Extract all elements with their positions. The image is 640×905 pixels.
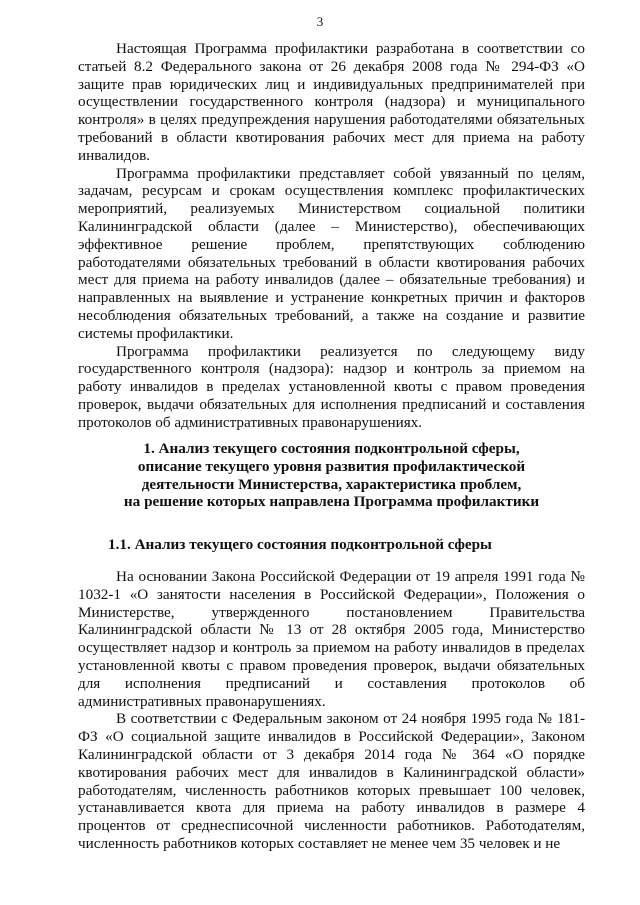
section-heading-line-1: 1. Анализ текущего состояния подконтрольной сферы, [143, 440, 520, 457]
subsection-paragraph-2: В соответствии с Федеральным законом от 24 ноября 1995 года № 181-ФЗ «О социальной защите инвалидов в Российской Федерации», Законом Калининградской области от 3 декабря 2014 года № 364 «О порядке квотирования рабочих мест для инвалидов в Калининградской области» работодателям, численность работников которых превышает 100 человек, устанавливается квота для приема на работу инвалидов в размере 4 процентов от среднесписочной численности работников. Работодателям, численность работников которых составляет не менее чем 35 человек и не [78, 710, 585, 852]
subsection-text-block [78, 568, 585, 853]
section-heading-line-2: описание текущего уровня развития профилактической [137, 457, 526, 475]
intro-paragraph-1: Настоящая Программа профилактики разработана в соответствии со статьей 8.2 Федерального закона от 26 декабря 2008 года № 294-ФЗ «О защите прав юридических лиц и индивидуальных предпринимателей при осуществлении государственного контроля (надзора) и муниципального контроля» в целях предупреждения нарушения работодателями обязательных требований в области квотирования рабочих мест для приема на работу инвалидов. [78, 40, 585, 164]
subsection-heading: 1.1. Анализ текущего состояния подконтрольной сферы [108, 536, 492, 553]
intro-text-block [78, 40, 585, 432]
section-heading-line-4: на решение которых направлена Программа профилактики [123, 493, 540, 511]
section-heading-line-3: деятельности Министерства, характеристика проблем, [141, 475, 522, 493]
subsection-paragraph-1: На основании Закона Российской Федерации от 19 апреля 1991 года № 1032-1 «О занятости населения в Российской Федерации», Положения о Министерстве, утвержденного постановлением Правительства Калининградской области № 13 от 28 октября 2005 года, Министерство осуществляет надзор и контроль за приемом на работу инвалидов в пределах установленной квоты с правом проведения проверок, выдачи обязательных для исполнения предписаний и составления протоколов об административных правонарушениях. [78, 568, 585, 710]
section-heading [78, 440, 585, 511]
intro-paragraph-2: Программа профилактики представляет собой увязанный по целям, задачам, ресурсам и срокам осуществления комплекс профилактических мероприятий, реализуемых Министерством социальной политики Калининградской области (далее – Министерство), обеспечивающих эффективное решение проблем, препятствующих соблюдению работодателями обязательных требований в области квотирования рабочих мест для приема на работу инвалидов (далее – обязательные требования) и направленных на выявление и устранение конкретных причин и факторов несоблюдения обязательных требований, а также на создание и развитие системы профилактики. [78, 164, 585, 342]
page-number: 3 [316, 14, 324, 29]
intro-paragraph-3: Программа профилактики реализуется по следующему виду государственного контроля (надзора): надзор и контроль за приемом на работу инвалидов в пределах установленной квоты с правом проведения проверок, выдачи обязательных для исполнения предписаний и составления протоколов об административных правонарушениях. [78, 342, 585, 431]
